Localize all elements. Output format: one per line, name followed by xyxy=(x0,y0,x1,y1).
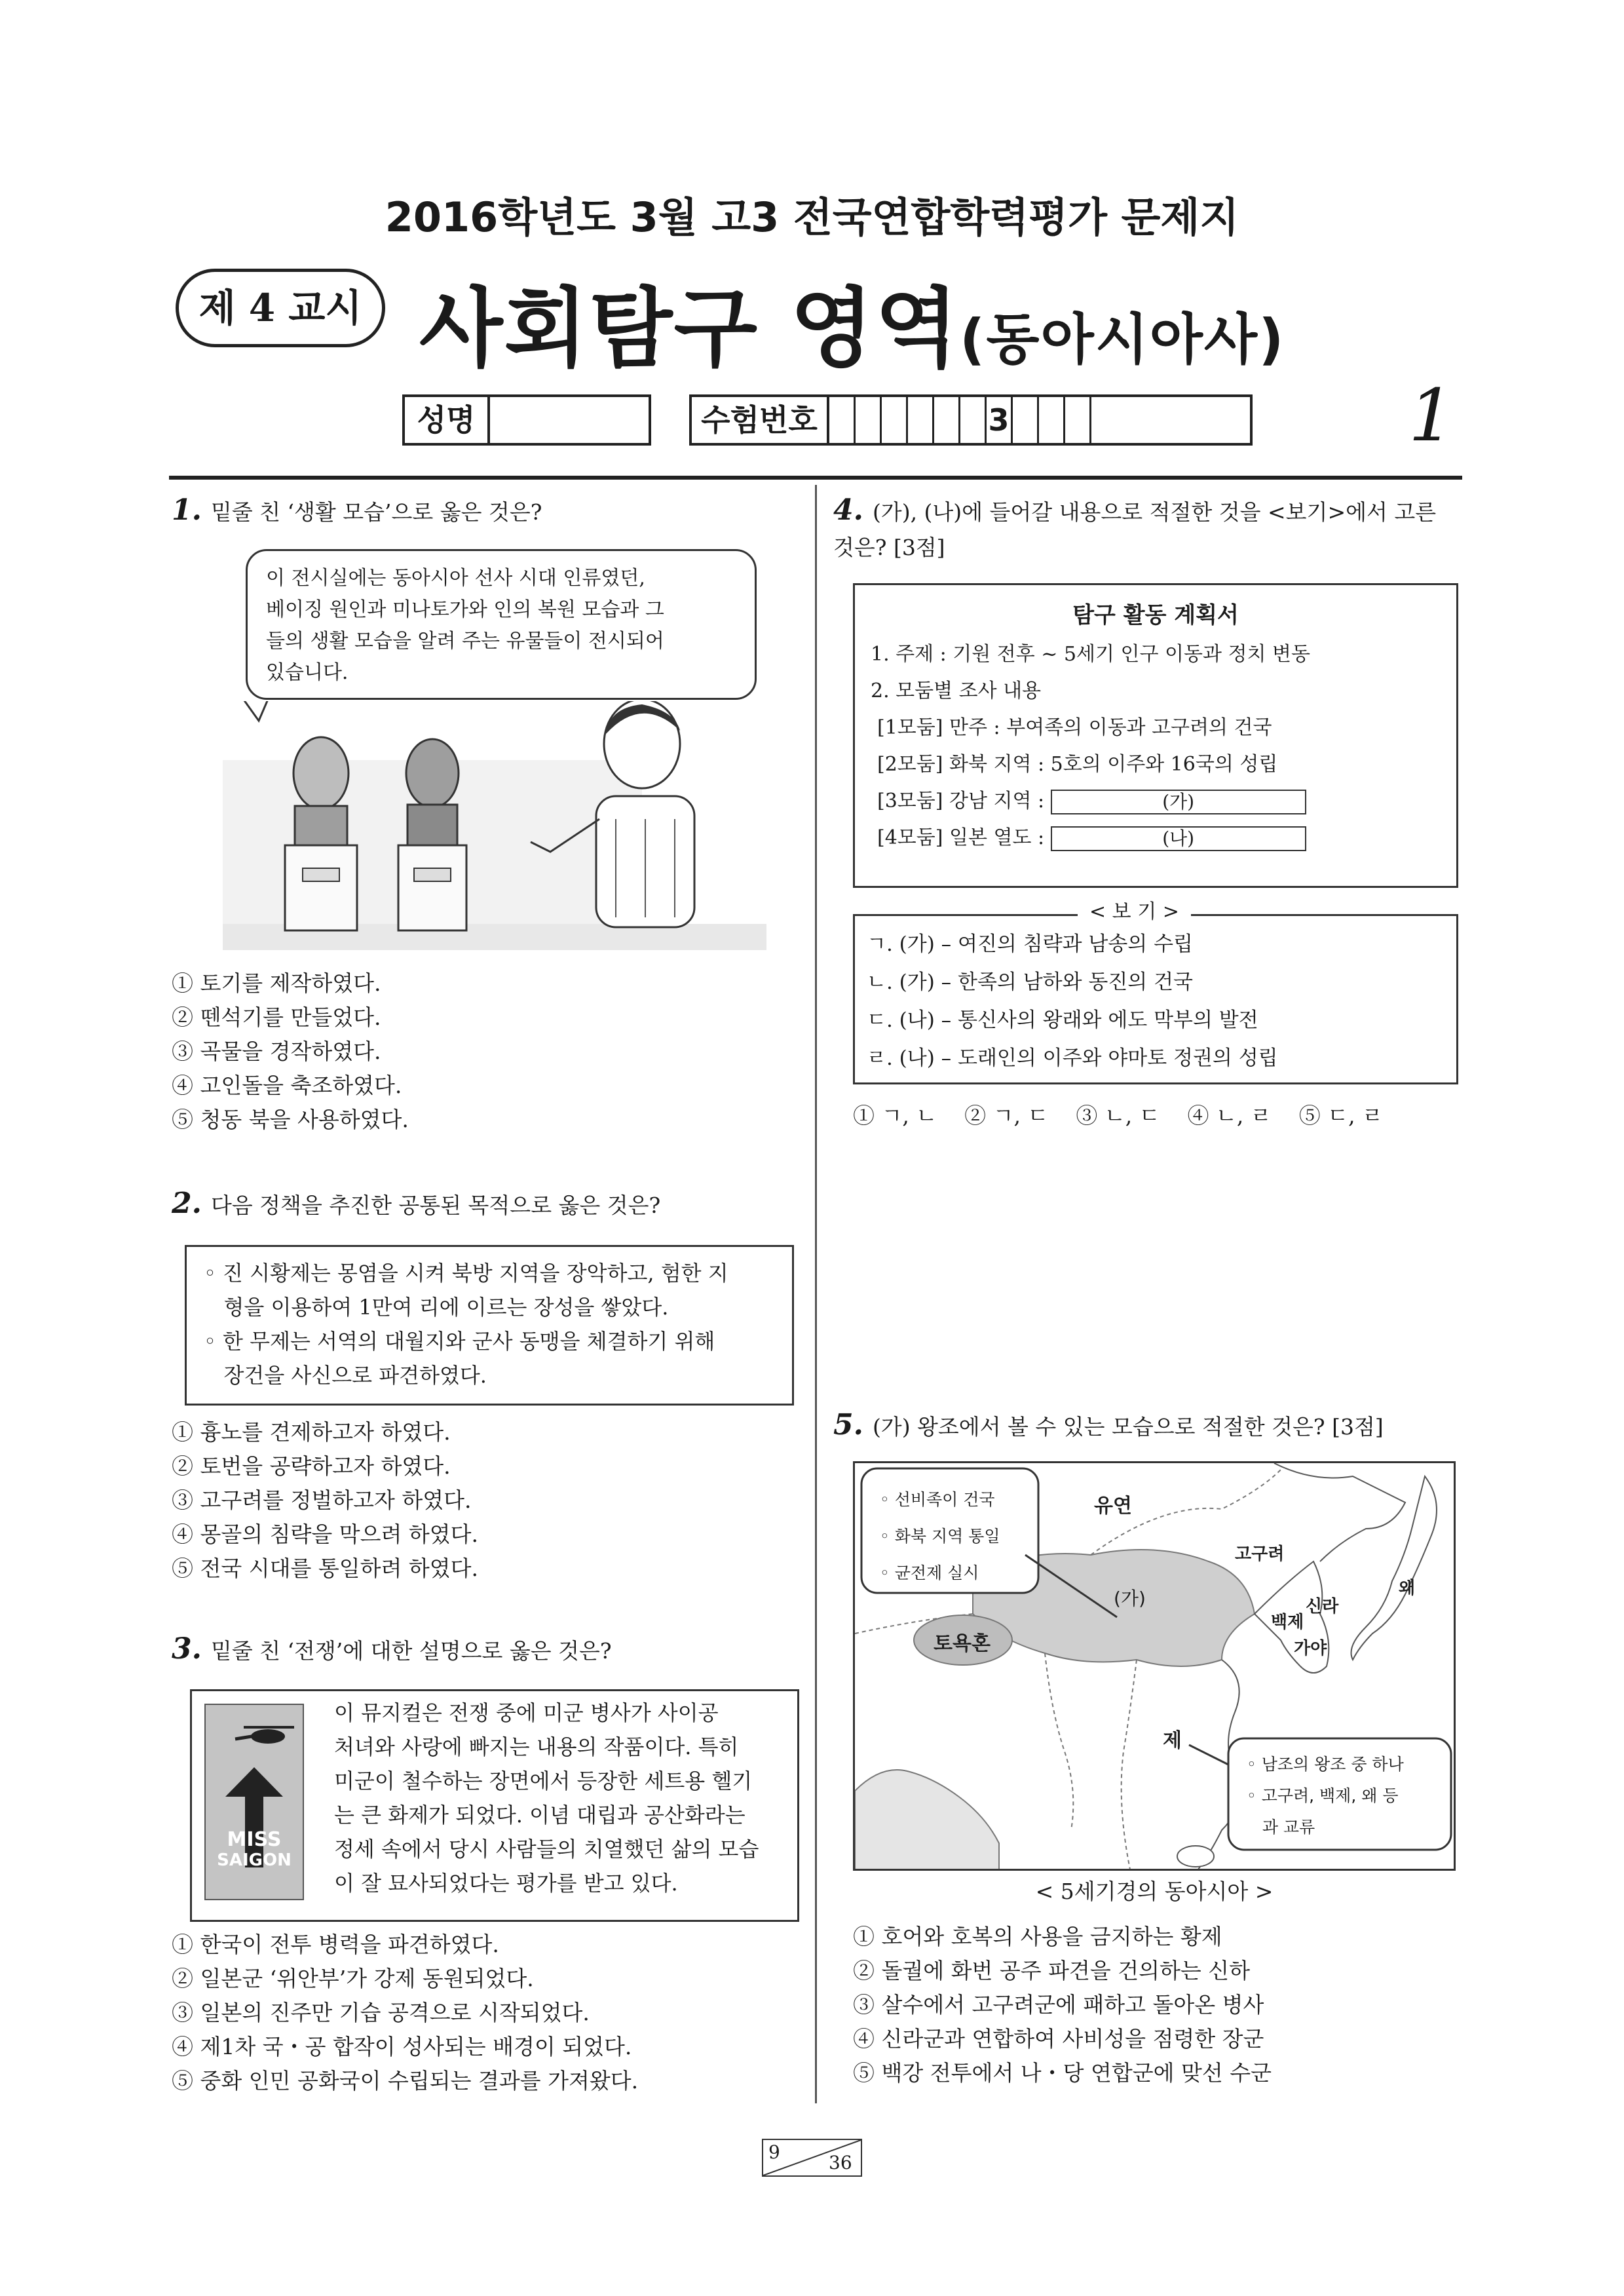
exam-digit[interactable] xyxy=(829,397,856,443)
label-ga: (가) xyxy=(1114,1588,1146,1609)
coastline xyxy=(1274,1463,1405,1561)
choice[interactable]: ③ 곡물을 경작하였다. xyxy=(172,1039,381,1064)
bubble-line: 들의 생활 모습을 알려 주는 유물들이 전시되어 xyxy=(266,630,664,653)
q2-prompt xyxy=(172,1186,660,1223)
plan-line: 1. 주제 : 기원 전후 ~ 5세기 인구 이동과 정치 변동 xyxy=(871,643,1310,666)
source-line: 이 잘 묘사되었다는 평가를 받고 있다. xyxy=(334,1871,678,1896)
q2-number: 2. xyxy=(172,1187,202,1220)
miss-saigon-poster xyxy=(204,1704,304,1900)
q5-prompt-text: (가) 왕조에서 볼 수 있는 모습으로 적절한 것은? [3점] xyxy=(872,1414,1384,1440)
japan-islands xyxy=(1351,1476,1437,1660)
source-line: 처녀와 사랑에 빠지는 내용의 작품이다. 특히 xyxy=(334,1734,739,1759)
slot-ga: (가) xyxy=(1051,790,1306,814)
choice[interactable]: ⑤ 청동 북을 사용하였다. xyxy=(172,1107,409,1132)
header-divider xyxy=(169,476,1462,480)
q4-plan-box xyxy=(853,583,1458,888)
subject-detail: (동아시아사) xyxy=(960,307,1285,372)
source-line: 형을 이용하여 1만여 리에 이르는 장성을 쌓았다. xyxy=(204,1295,669,1320)
callout-line: ◦ 화북 지역 통일 xyxy=(880,1527,1000,1546)
callout-line: ◦ 선비족이 건국 xyxy=(880,1490,995,1509)
plan-line xyxy=(871,783,1441,820)
q4-prompt xyxy=(833,493,1462,565)
bubble-line: 베이징 원인과 미나토가와 인의 복원 모습과 그 xyxy=(266,598,664,621)
total-pages: 36 xyxy=(829,2152,852,2173)
label-je: 제 xyxy=(1163,1729,1182,1752)
plan-line: 2. 모둠별 조사 내용 xyxy=(871,679,1042,702)
callout-pointer xyxy=(1189,1745,1228,1765)
choice[interactable]: ⑤ 전국 시대를 통일하려 하였다. xyxy=(172,1556,478,1581)
q4-bogi-box xyxy=(853,900,1458,1084)
q1-prompt-text: 밑줄 친 ‘생활 모습’으로 옳은 것은? xyxy=(210,499,542,525)
label-silla: 신라 xyxy=(1306,1597,1339,1617)
callout-line: ◦ 고구려, 백제, 왜 등 xyxy=(1247,1786,1399,1805)
q3-prompt xyxy=(172,1632,612,1669)
q1-speech-bubble xyxy=(246,549,757,700)
bust-peking-man xyxy=(285,737,357,930)
page-indicator xyxy=(762,2139,862,2177)
exam-title: 2016학년도 3월 고3 전국연합학력평가 문제지 xyxy=(385,193,1239,241)
bogi-item: ㄹ. (나) – 도래인의 이주와 야마토 정권의 성립 xyxy=(867,1046,1278,1070)
choice[interactable]: ② 토번을 공략하고자 하였다. xyxy=(172,1453,451,1479)
q3-prompt-text: 밑줄 친 ‘전쟁’에 대한 설명으로 옳은 것은? xyxy=(210,1638,612,1664)
exam-digit[interactable] xyxy=(960,397,987,443)
helicopter-silhouette-icon xyxy=(206,1705,303,1899)
slot-na: (나) xyxy=(1051,826,1306,851)
source-line: 는 큰 화제가 되었다. 이념 대립과 공산화라는 xyxy=(334,1803,746,1827)
bubble-line: 있습니다. xyxy=(266,661,349,684)
column-divider xyxy=(815,485,817,2103)
source-line: ◦ 한 무제는 서역의 대월지와 군사 동맹을 체결하기 위해 xyxy=(204,1329,715,1354)
q5-number: 5. xyxy=(833,1408,863,1442)
poster-title-line2: SAIGON xyxy=(217,1850,292,1870)
exam-digit[interactable] xyxy=(1013,397,1039,443)
choice[interactable]: ② 일본군 ‘위안부’가 강제 동원되었다. xyxy=(172,1966,534,1991)
q4-prompt-line2: 것은? [3점] xyxy=(833,535,945,560)
plan-line: [1모둠] 만주 : 부여족의 이동과 고구려의 건국 xyxy=(877,716,1272,739)
exam-number-field[interactable] xyxy=(689,394,1253,446)
source-line: 장건을 사신으로 파견하였다. xyxy=(204,1363,487,1388)
exam-digit[interactable] xyxy=(934,397,960,443)
label-baekje: 백제 xyxy=(1271,1613,1304,1632)
page-number: 1 xyxy=(1408,373,1454,457)
choice[interactable]: ③ 일본의 진주만 기습 공격으로 시작되었다. xyxy=(172,2000,590,2025)
q2-source-box xyxy=(185,1245,794,1406)
choice[interactable]: ① 호어와 호복의 사용을 금지하는 황제 xyxy=(853,1924,1222,1949)
choice[interactable]: ⑤ 백강 전투에서 나・당 연합군에 맞선 수군 xyxy=(853,2060,1272,2086)
bust-minatogawa-man xyxy=(398,739,466,930)
choice[interactable]: ④ 고인돌을 축조하였다. xyxy=(172,1073,402,1098)
plan-line-label: [4모둠] 일본 열도 : xyxy=(877,826,1045,849)
label-gaya: 가야 xyxy=(1294,1639,1327,1658)
q2-choices xyxy=(172,1415,478,1586)
source-line: ◦ 진 시황제는 몽염을 시켜 북방 지역을 장악하고, 험한 지 xyxy=(204,1261,728,1286)
border-line xyxy=(1045,1653,1073,1830)
q1-choices xyxy=(172,966,409,1137)
q2-prompt-text: 다음 정책을 추진한 공통된 목적으로 옳은 것은? xyxy=(210,1193,661,1218)
label-yuyeon: 유연 xyxy=(1094,1495,1132,1518)
exam-digit[interactable] xyxy=(856,397,882,443)
exam-digit[interactable]: 3 xyxy=(987,397,1013,443)
q1-prompt xyxy=(172,493,542,530)
bogi-title: < 보 기 > xyxy=(1078,899,1191,925)
callout-line: ◦ 균전제 실시 xyxy=(880,1563,979,1582)
label-wae: 왜 xyxy=(1399,1578,1416,1598)
q1-number: 1. xyxy=(172,493,202,527)
q4-answer-choices[interactable]: ① ㄱ, ㄴ ② ㄱ, ㄷ ③ ㄴ, ㄷ ④ ㄴ, ㄹ ⑤ ㄷ, ㄹ xyxy=(853,1103,1383,1128)
museum-illustration xyxy=(223,701,766,950)
bogi-item: ㄴ. (가) – 한족의 남하와 동진의 건국 xyxy=(867,970,1193,994)
choice[interactable]: ① 토기를 제작하였다. xyxy=(172,970,381,996)
callout-text-2 xyxy=(1247,1749,1404,1843)
subject-title xyxy=(419,259,1285,383)
q4-number: 4. xyxy=(833,493,863,527)
subject-name: 사회탐구 영역 xyxy=(419,278,960,379)
source-line: 정세 속에서 당시 사람들의 치열했던 삶의 모습 xyxy=(334,1837,759,1862)
bogi-item: ㄱ. (가) – 여진의 침략과 남송의 수립 xyxy=(867,932,1193,956)
exam-digit[interactable] xyxy=(1065,397,1091,443)
exam-number-label: 수험번호 xyxy=(692,397,829,443)
label-goguryeo: 고구려 xyxy=(1235,1544,1285,1564)
choice[interactable]: ③ 살수에서 고구려군에 패하고 돌아온 병사 xyxy=(853,1992,1264,2018)
name-field[interactable] xyxy=(402,394,651,446)
choice[interactable]: ④ 제1차 국・공 합작이 성사되는 배경이 되었다. xyxy=(172,2034,632,2059)
choice[interactable]: ② 돌궐에 화번 공주 파견을 건의하는 신하 xyxy=(853,1958,1250,1983)
q5-prompt xyxy=(833,1407,1384,1445)
label-toyokhon: 토욕혼 xyxy=(934,1632,991,1655)
callout-line: 과 교류 xyxy=(1247,1818,1315,1837)
plan-line: [2모둠] 화북 지역 : 5호의 이주와 16국의 성립 xyxy=(877,753,1278,776)
source-line: 이 뮤지컬은 전쟁 중에 미군 병사가 사이공 xyxy=(334,1700,719,1725)
source-line: 미군이 철수하는 장면에서 등장한 세트용 헬기 xyxy=(334,1769,753,1793)
q3-source-text xyxy=(334,1696,789,1900)
exam-digit[interactable] xyxy=(1039,397,1065,443)
plan-line-label: [3모둠] 강남 지역 : xyxy=(877,790,1045,813)
plan-line xyxy=(871,820,1441,856)
callout-line: ◦ 남조의 왕조 중 하나 xyxy=(1247,1755,1404,1774)
period-badge: 제 4 교시 xyxy=(176,269,385,347)
exam-digit[interactable] xyxy=(882,397,908,443)
choice[interactable]: ④ 몽골의 침략을 막으려 하였다. xyxy=(172,1521,478,1547)
choice[interactable]: ② 뗀석기를 만들었다. xyxy=(172,1004,381,1030)
himalaya-region xyxy=(855,1770,999,1871)
choice[interactable]: ⑤ 중화 인민 공화국이 수립되는 결과를 가져왔다. xyxy=(172,2068,639,2094)
plan-title: 탐구 활동 계획서 xyxy=(1072,602,1239,628)
choice[interactable]: ④ 신라군과 연합하여 사비성을 점령한 장군 xyxy=(853,2026,1264,2052)
exam-digit[interactable] xyxy=(908,397,934,443)
east-asia-map xyxy=(853,1461,1456,1871)
choice[interactable]: ③ 고구려를 정벌하고자 하였다. xyxy=(172,1487,472,1513)
choice[interactable]: ① 한국이 전투 병력을 파견하였다. xyxy=(172,1932,499,1957)
name-label: 성명 xyxy=(405,397,490,443)
hainan-island xyxy=(1177,1846,1214,1867)
bubble-line: 이 전시실에는 동아시아 선사 시대 인류였던, xyxy=(266,567,645,590)
poster-title-line1: MISS xyxy=(227,1828,282,1851)
q5-choices xyxy=(853,1920,1272,2090)
q4-prompt-text: (가), (나)에 들어갈 내용으로 적절한 것을 <보기>에서 고른 xyxy=(872,499,1437,525)
map-caption: < 5세기경의 동아시아 > xyxy=(1035,1879,1274,1904)
callout-text-1 xyxy=(880,1482,1000,1592)
bubble-tail xyxy=(242,701,269,721)
choice[interactable]: ① 흉노를 견제하고자 하였다. xyxy=(172,1419,451,1445)
exam-digit[interactable] xyxy=(1091,397,1118,443)
border-line xyxy=(1122,1660,1137,1869)
bogi-item: ㄷ. (나) – 통신사의 왕래와 에도 막부의 발전 xyxy=(867,1008,1258,1032)
current-page: 9 xyxy=(768,2141,780,2163)
q3-number: 3. xyxy=(172,1632,202,1666)
q3-choices xyxy=(172,1928,638,2098)
